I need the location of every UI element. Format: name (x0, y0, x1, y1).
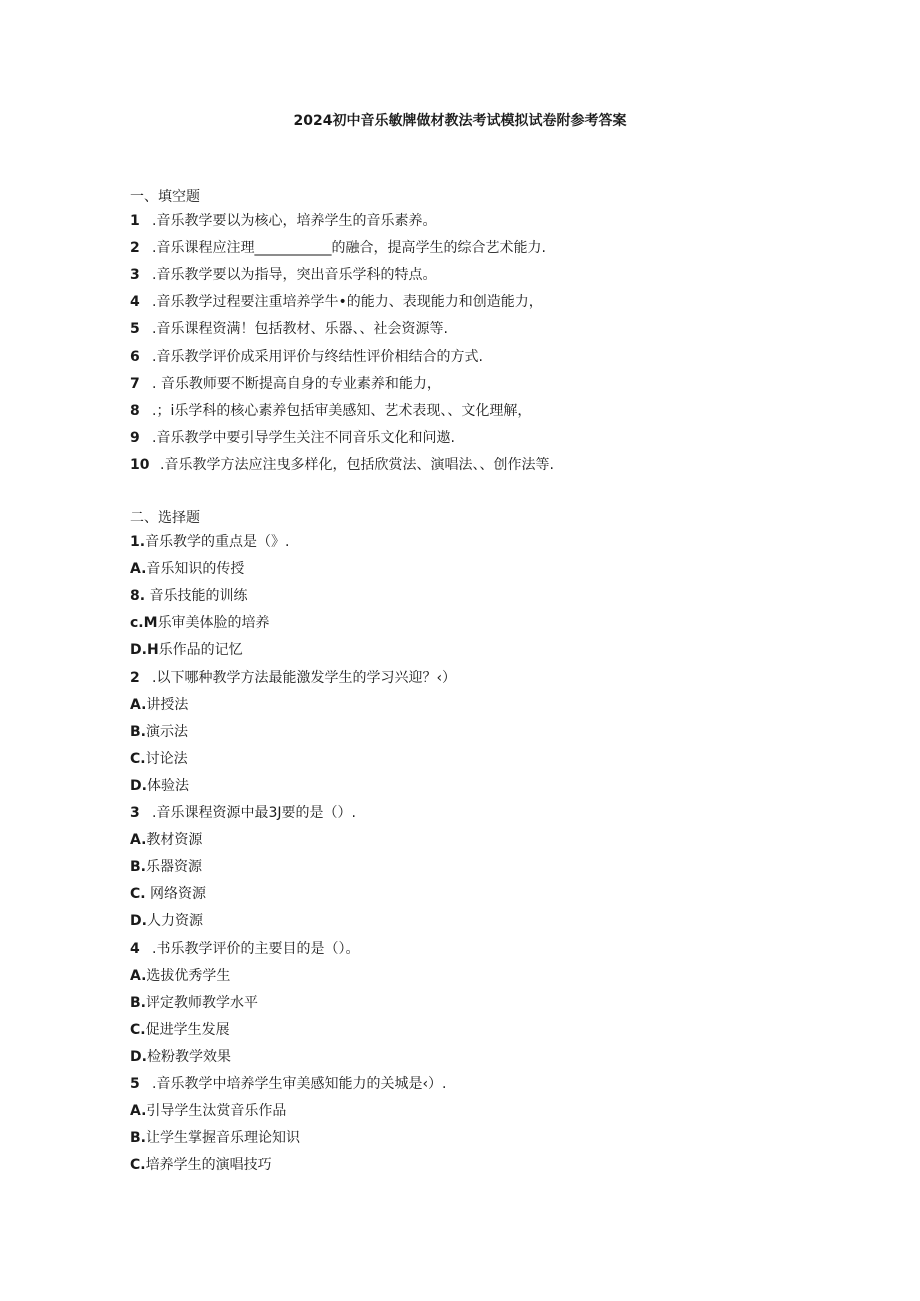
option-text: 乐作品的记忆 (158, 642, 243, 659)
option-label: A. (130, 696, 147, 713)
choice-line (130, 1048, 231, 1066)
option-text: 网络资源 (145, 886, 207, 903)
option-text: 乐审美体脸的培养 (157, 615, 270, 632)
option-label: B. (130, 859, 146, 876)
option-text: 音乐教学的重点是（》. (145, 534, 290, 550)
option-label: D. (130, 913, 147, 930)
item-number: 7 (130, 375, 140, 392)
option-text: 教材资源 (146, 832, 203, 849)
choice-line (130, 831, 202, 849)
option-text: 音乐知识的传授 (146, 561, 245, 578)
item-number: 8 (130, 402, 140, 419)
option-label: C. (130, 886, 146, 903)
choice-line (130, 777, 189, 795)
choice-line (130, 723, 188, 741)
option-text: 人力资源 (146, 913, 203, 930)
fill-blank-item (130, 320, 448, 338)
item-number: 6 (130, 348, 140, 365)
choice-line (130, 669, 456, 687)
item-number: 9 (130, 429, 140, 446)
question-number: 5 (130, 1076, 140, 1092)
choice-line (130, 696, 188, 714)
option-text: 体验法 (146, 777, 189, 794)
choice-line (130, 804, 356, 822)
choice-line (130, 1156, 272, 1174)
option-text: 评定教师教学水平 (146, 994, 258, 1011)
fill-blank-item (130, 348, 483, 366)
option-label: C. (130, 750, 146, 767)
section-heading-multiple-choice: 二、选择题 (130, 510, 200, 526)
item-text: .音乐教学方法应注曳多样化，包括欣赏法、演唱法、、创作法等. (160, 456, 554, 473)
choice-line (130, 912, 203, 930)
item-text: .音乐教学中要引导学生关注不同音乐文化和问遨. (152, 429, 455, 446)
item-text: .音乐教学要以为指导，突出音乐学科的特点。 (152, 267, 437, 284)
option-label: c.M (130, 615, 158, 632)
fill-blank-item (130, 293, 543, 311)
choice-line (130, 858, 202, 876)
choice-line (130, 641, 243, 659)
question-text: .音乐教学中培养学生审美感知能力的关城是‹）. (152, 1076, 447, 1092)
question-text: .书乐教学评价的主要目的是（）。 (152, 940, 360, 957)
item-text: .音乐课程应注理___________的融合，提高学生的综合艺术能力. (152, 240, 546, 257)
option-label: C. (130, 1157, 146, 1174)
question-number: 2 (130, 669, 140, 686)
item-number: 3 (130, 267, 140, 284)
fill-blank-item (130, 429, 455, 447)
fill-blank-item (130, 402, 531, 420)
item-text: . 音乐教师要不断提高自身的专业素养和能力， (152, 375, 441, 392)
option-text: 促进学生发展 (145, 1021, 230, 1038)
option-label: B. (130, 1130, 146, 1147)
option-text: 选拔优秀学生 (146, 967, 231, 984)
fill-blank-item (130, 212, 436, 230)
fill-blank-item (130, 375, 441, 393)
choice-line (130, 614, 270, 632)
option-label: D. (130, 777, 147, 794)
option-label: D.H (130, 642, 159, 659)
question-number: 4 (130, 940, 140, 957)
question-text: .音乐课程资源中最3J要的是（）. (152, 805, 356, 821)
item-text: .音乐教学评价成采用评价与终结性评价相结合的方式. (152, 348, 483, 365)
item-number: 10 (130, 456, 150, 473)
choice-line (130, 560, 244, 578)
option-text: 讲授法 (146, 696, 189, 713)
option-label: D. (130, 1048, 147, 1065)
item-text: .音乐教学要以为核心，培养学生的音乐素养。 (152, 213, 437, 229)
item-number: 2 (130, 240, 140, 257)
option-label: 8. (130, 588, 146, 605)
choice-line (130, 1129, 300, 1147)
choice-line (130, 533, 290, 551)
item-number: 4 (130, 294, 140, 311)
option-text: 检粉教学效果 (146, 1048, 231, 1065)
option-label: B. (130, 723, 146, 740)
fill-blank-item (130, 239, 546, 257)
option-text: 培养学生的演唱技巧 (145, 1157, 272, 1174)
option-text: 引导学生汰赏音乐作品 (146, 1103, 287, 1120)
item-text: .音乐课程资满！包括教材、乐器、、社会资源等. (152, 321, 448, 338)
item-number: 1 (130, 213, 140, 229)
option-text: 让学生掌握音乐理论知识 (146, 1130, 300, 1147)
choice-line (130, 994, 258, 1012)
option-text: 讨论法 (145, 750, 188, 767)
choice-line (130, 1075, 447, 1093)
fill-blank-item (130, 456, 554, 474)
fill-blank-item (130, 266, 436, 284)
choice-line (130, 750, 188, 768)
option-label: 1. (130, 534, 146, 550)
choice-line (130, 940, 359, 958)
option-label: A. (130, 1103, 147, 1120)
option-text: 演示法 (146, 723, 188, 740)
option-label: A. (130, 832, 147, 849)
option-label: C. (130, 1021, 146, 1038)
choice-line (130, 967, 230, 985)
choice-line (130, 1021, 230, 1039)
choice-line (130, 587, 248, 605)
document-title: 2024初中音乐敏牌做材教法考试模拟试卷附参考答案 (293, 113, 627, 129)
option-label: A. (130, 967, 147, 984)
option-label: A. (130, 561, 147, 578)
choice-line (130, 1102, 286, 1120)
choice-line (130, 885, 206, 903)
item-text: .音乐教学过程要注重培养学牛•的能力、表现能力和创造能力， (152, 294, 543, 311)
option-label: B. (130, 994, 146, 1011)
item-number: 5 (130, 321, 140, 338)
item-text: .；i乐学科的核心素养包括审美感知、艺术表现、、文化理解， (152, 402, 532, 419)
option-text: 音乐技能的训练 (145, 588, 248, 605)
section-heading-fill-blank: 一、填空题 (130, 189, 200, 205)
question-number: 3 (130, 805, 140, 821)
option-text: 乐器资源 (146, 859, 202, 876)
question-text: .以下哪种教学方法最能激发学生的学习兴迎？‹） (152, 669, 457, 686)
